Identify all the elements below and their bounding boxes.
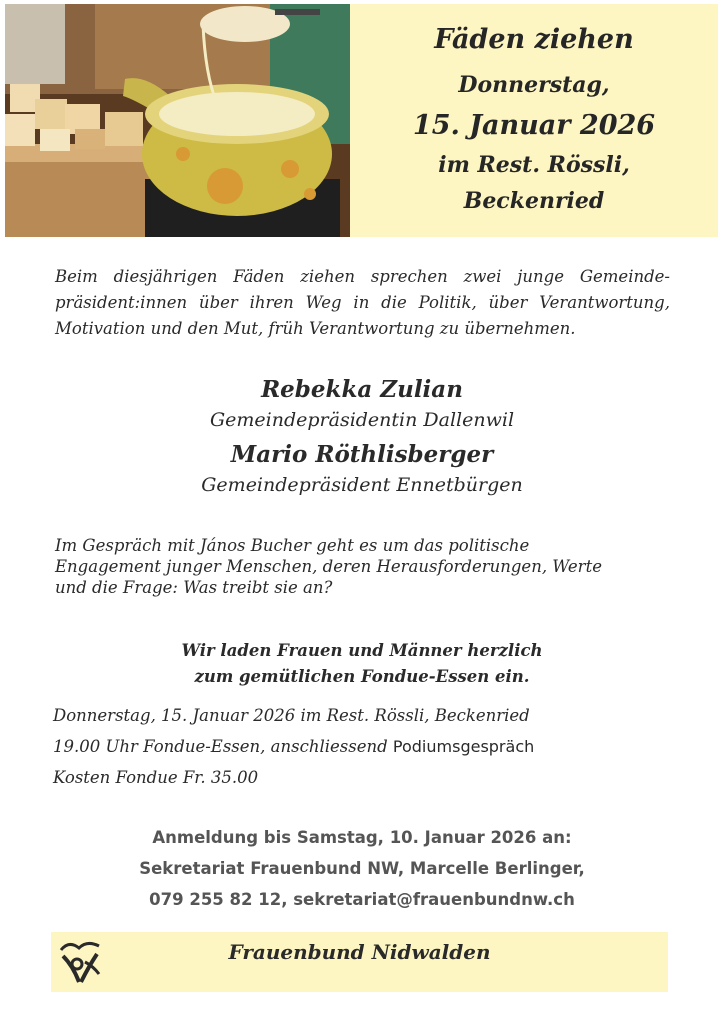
discussion-paragraph	[55, 535, 655, 598]
discussion-line: Engagement junger Menschen, deren Herausforderungen, Werte	[55, 557, 602, 576]
organization-name: Frauenbund Nidwalden	[228, 940, 491, 964]
intro-paragraph: Beim diesjährigen Fäden ziehen sprechen zwei junge Gemeinde-präsident:innen über ihren Weg in die Politik, über Verantwortung, Motivation und den Mut, früh Verantwortung zu übernehmen.	[55, 267, 670, 338]
discussion-line: Im Gespräch mit János Bucher geht es um das politische	[55, 536, 530, 555]
detail-schedule-podium: Podiumsgespräch	[392, 737, 535, 756]
footer-banner	[51, 932, 668, 992]
event-venue: im Rest. Rössli,	[438, 152, 630, 178]
fondue-photo	[5, 4, 350, 237]
speaker-2-role: Gemeindepräsident Ennetbürgen	[201, 474, 523, 496]
registration-phone-email[interactable]: 079 255 82 12, sekretariat@frauenbundnw.ch	[149, 890, 575, 909]
fondue-pot-illustration	[5, 4, 350, 237]
event-title: Fäden ziehen	[434, 24, 634, 55]
invitation-line: zum gemütlichen Fondue-Essen ein.	[194, 667, 530, 686]
speaker-1-name: Rebekka Zulian	[261, 376, 463, 403]
invitation-text	[0, 638, 724, 690]
detail-schedule-main: 19.00 Uhr Fondue-Essen, anschliessend	[53, 737, 388, 756]
registration-contact: Sekretariat Frauenbund NW, Marcelle Berlinger,	[139, 859, 585, 878]
detail-schedule	[53, 737, 534, 756]
detail-date-venue: Donnerstag, 15. Januar 2026 im Rest. Rössli, Beckenried	[53, 706, 530, 725]
discussion-line: und die Frage: Was treibt sie an?	[55, 578, 333, 597]
event-date: 15. Januar 2026	[412, 110, 656, 141]
speaker-2-name: Mario Röthlisberger	[230, 441, 494, 468]
invitation-line: Wir laden Frauen und Männer herzlich	[181, 641, 543, 660]
event-day: Donnerstag,	[458, 72, 610, 98]
detail-cost: Kosten Fondue Fr. 35.00	[53, 768, 259, 787]
event-header	[350, 4, 718, 237]
event-place: Beckenried	[463, 188, 605, 214]
registration-deadline: Anmeldung bis Samstag, 10. Januar 2026 an:	[152, 828, 572, 847]
speaker-1-role: Gemeindepräsidentin Dallenwil	[209, 409, 515, 431]
